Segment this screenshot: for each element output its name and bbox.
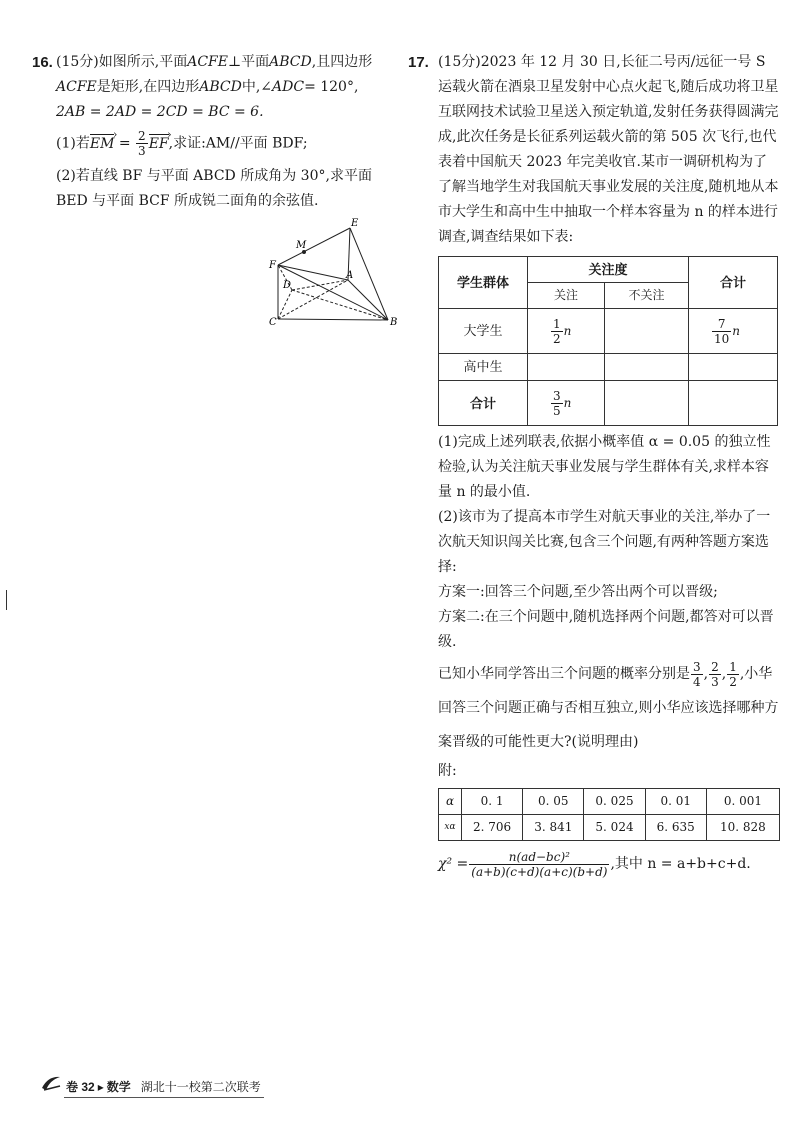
header-total: 合计 <box>689 257 778 309</box>
q17-appendix: 附: <box>438 763 457 779</box>
q16-part1: (1)若EM › = $\frac{2}{3}$ EF ›,求证:AM//平面 BDF; <box>56 129 394 158</box>
table-row <box>439 309 778 354</box>
alpha-cell: 0. 05 <box>523 789 584 815</box>
header-attend: 关注 <box>528 283 605 309</box>
table-row <box>439 381 778 426</box>
label-a: A <box>346 270 354 281</box>
q16-condition: 2AB = 2AD = 2CD = BC = 6. <box>56 104 264 120</box>
margin-mark <box>6 590 7 610</box>
contingency-table <box>438 256 778 426</box>
question-16 <box>32 50 394 214</box>
value-cell: 3. 841 <box>523 815 584 841</box>
cell-attend <box>528 354 605 381</box>
arrow-icon: ▸ <box>97 1079 104 1094</box>
footer-exam: 湖北十一校第二次联考 <box>140 1079 261 1094</box>
cell-not-attend <box>605 309 689 354</box>
q17-number: 17. <box>408 54 429 71</box>
q17-stem <box>408 50 780 250</box>
cell-attend: $\frac{1}{2}$ n <box>528 309 605 354</box>
page-footer <box>40 1075 340 1099</box>
critical-value-table <box>438 788 780 841</box>
row-label: 合计 <box>439 381 528 426</box>
q17-plan1: 方案一:回答三个问题,至少答出两个可以晋级; <box>438 584 718 600</box>
vector-ef: EF › <box>149 132 169 157</box>
alpha-cell: 0. 1 <box>462 789 523 815</box>
row-label: 大学生 <box>439 309 528 354</box>
footer-subject: 数学 <box>106 1079 131 1094</box>
q16-part2: (2)若直线 BF 与平面 ABCD 所成角为 30°,求平面 BED 与平面 BCF 所成锐二面角的余弦值. <box>56 168 372 209</box>
label-f: F <box>269 260 276 271</box>
q17-part1: (1)完成上述列联表,依据小概率值 α = 0.05 的独立性检验,认为关注航天事业发展与学生群体有关,求样本容量 n 的最小值. <box>438 434 771 500</box>
label-d: D <box>283 280 292 291</box>
cell-total <box>689 354 778 381</box>
footer-rule <box>64 1097 264 1098</box>
edge-fe <box>278 228 350 265</box>
q16-stem-text: (15分)如图所示,平面ACFE⊥平面ABCD,且四边形ACFE是矩形,在四边形ABCD中,∠ADC= 120°, 2AB = 2AD = 2CD = BC = 6. <box>56 54 373 120</box>
alpha-cell: 0. 025 <box>584 789 645 815</box>
edge-fb <box>278 265 388 320</box>
label-e: E <box>351 218 359 229</box>
value-cell: 10. 828 <box>706 815 779 841</box>
value-cell: 2. 706 <box>462 815 523 841</box>
q17-plan2: 方案二:在三个问题中,随机选择两个问题,都答对可以晋级. <box>438 609 774 650</box>
cell-not-attend <box>605 354 689 381</box>
alpha-label: α <box>439 789 462 815</box>
question-17 <box>408 50 780 881</box>
label-m: M <box>296 240 307 251</box>
header-attention: 关注度 <box>528 257 689 283</box>
table-row <box>439 815 780 841</box>
q16-stem <box>32 50 394 125</box>
fraction-two-thirds: $\frac{2}{3}$ <box>138 129 146 158</box>
book-logo-icon <box>40 1074 62 1101</box>
q16-number: 16. <box>32 54 53 71</box>
row-label: 高中生 <box>439 354 528 381</box>
footer-volume: 卷 32 <box>66 1079 95 1094</box>
q17-intro: (15分)2023 年 12 月 30 日,长征二号丙/远征一号 S 运载火箭在酒泉卫星发射中心点火起飞,随后成功将卫星互联网技术试验卫星送入预定轨道,发射任务获得圆满完成,此次任务是长征系列运载火箭的第 505 次飞行,也代表着中国航天 2023 年完美收官.某市一调研机构为了了解当地学生对我国航天事业发展的关注度,随机地从本市大学生和高中生中抽取一个样本容量为 n 的样本进行调查,调查结果如下表: <box>438 54 779 245</box>
edge-cd <box>278 290 292 319</box>
edge-fa <box>278 265 348 280</box>
label-c: C <box>269 317 277 328</box>
edge-eb <box>350 228 388 320</box>
table-row <box>439 354 778 381</box>
value-cell: 5. 024 <box>584 815 645 841</box>
chi-square-formula: χ² = $\frac{\text{n(ad−bc)²}}{(a+b)(c+d)(a+c)(b+d)}$ ,其中 n = a+b+c+d. <box>438 849 751 879</box>
header-not-attend: 不关注 <box>605 283 689 309</box>
cell-attend: $\frac{3}{5}$ n <box>528 381 605 426</box>
header-group: 学生群体 <box>439 257 528 309</box>
q17-probabilities: 已知小华同学答出三个问题的概率分别是 $\frac{3}{4}$ , $\frac{2}{3}$ , $\frac{1}{2}$ ,小华回答三个问题正确与否相互独立,则小华应该选择哪种方案晋级的可能性更大?(说明理由) <box>438 659 779 750</box>
edge-cb <box>278 319 388 320</box>
label-b: B <box>390 317 398 328</box>
cell-total: $\frac{7}{10}$ n <box>689 309 778 354</box>
geometry-figure <box>262 215 402 335</box>
alpha-cell: 0. 001 <box>706 789 779 815</box>
cell-not-attend <box>605 381 689 426</box>
alpha-cell: 0. 01 <box>645 789 706 815</box>
edge-ab <box>348 280 388 320</box>
cell-total <box>689 381 778 426</box>
value-cell: 6. 635 <box>645 815 706 841</box>
vector-em: EM › <box>90 132 115 157</box>
x-alpha-label: xα <box>439 815 462 841</box>
q17-part2: (2)该市为了提高本市学生对航天事业的关注,举办了一次航天知识闯关比赛,包含三个问题,有两种答题方案选择: <box>438 509 771 575</box>
table-row <box>439 789 780 815</box>
